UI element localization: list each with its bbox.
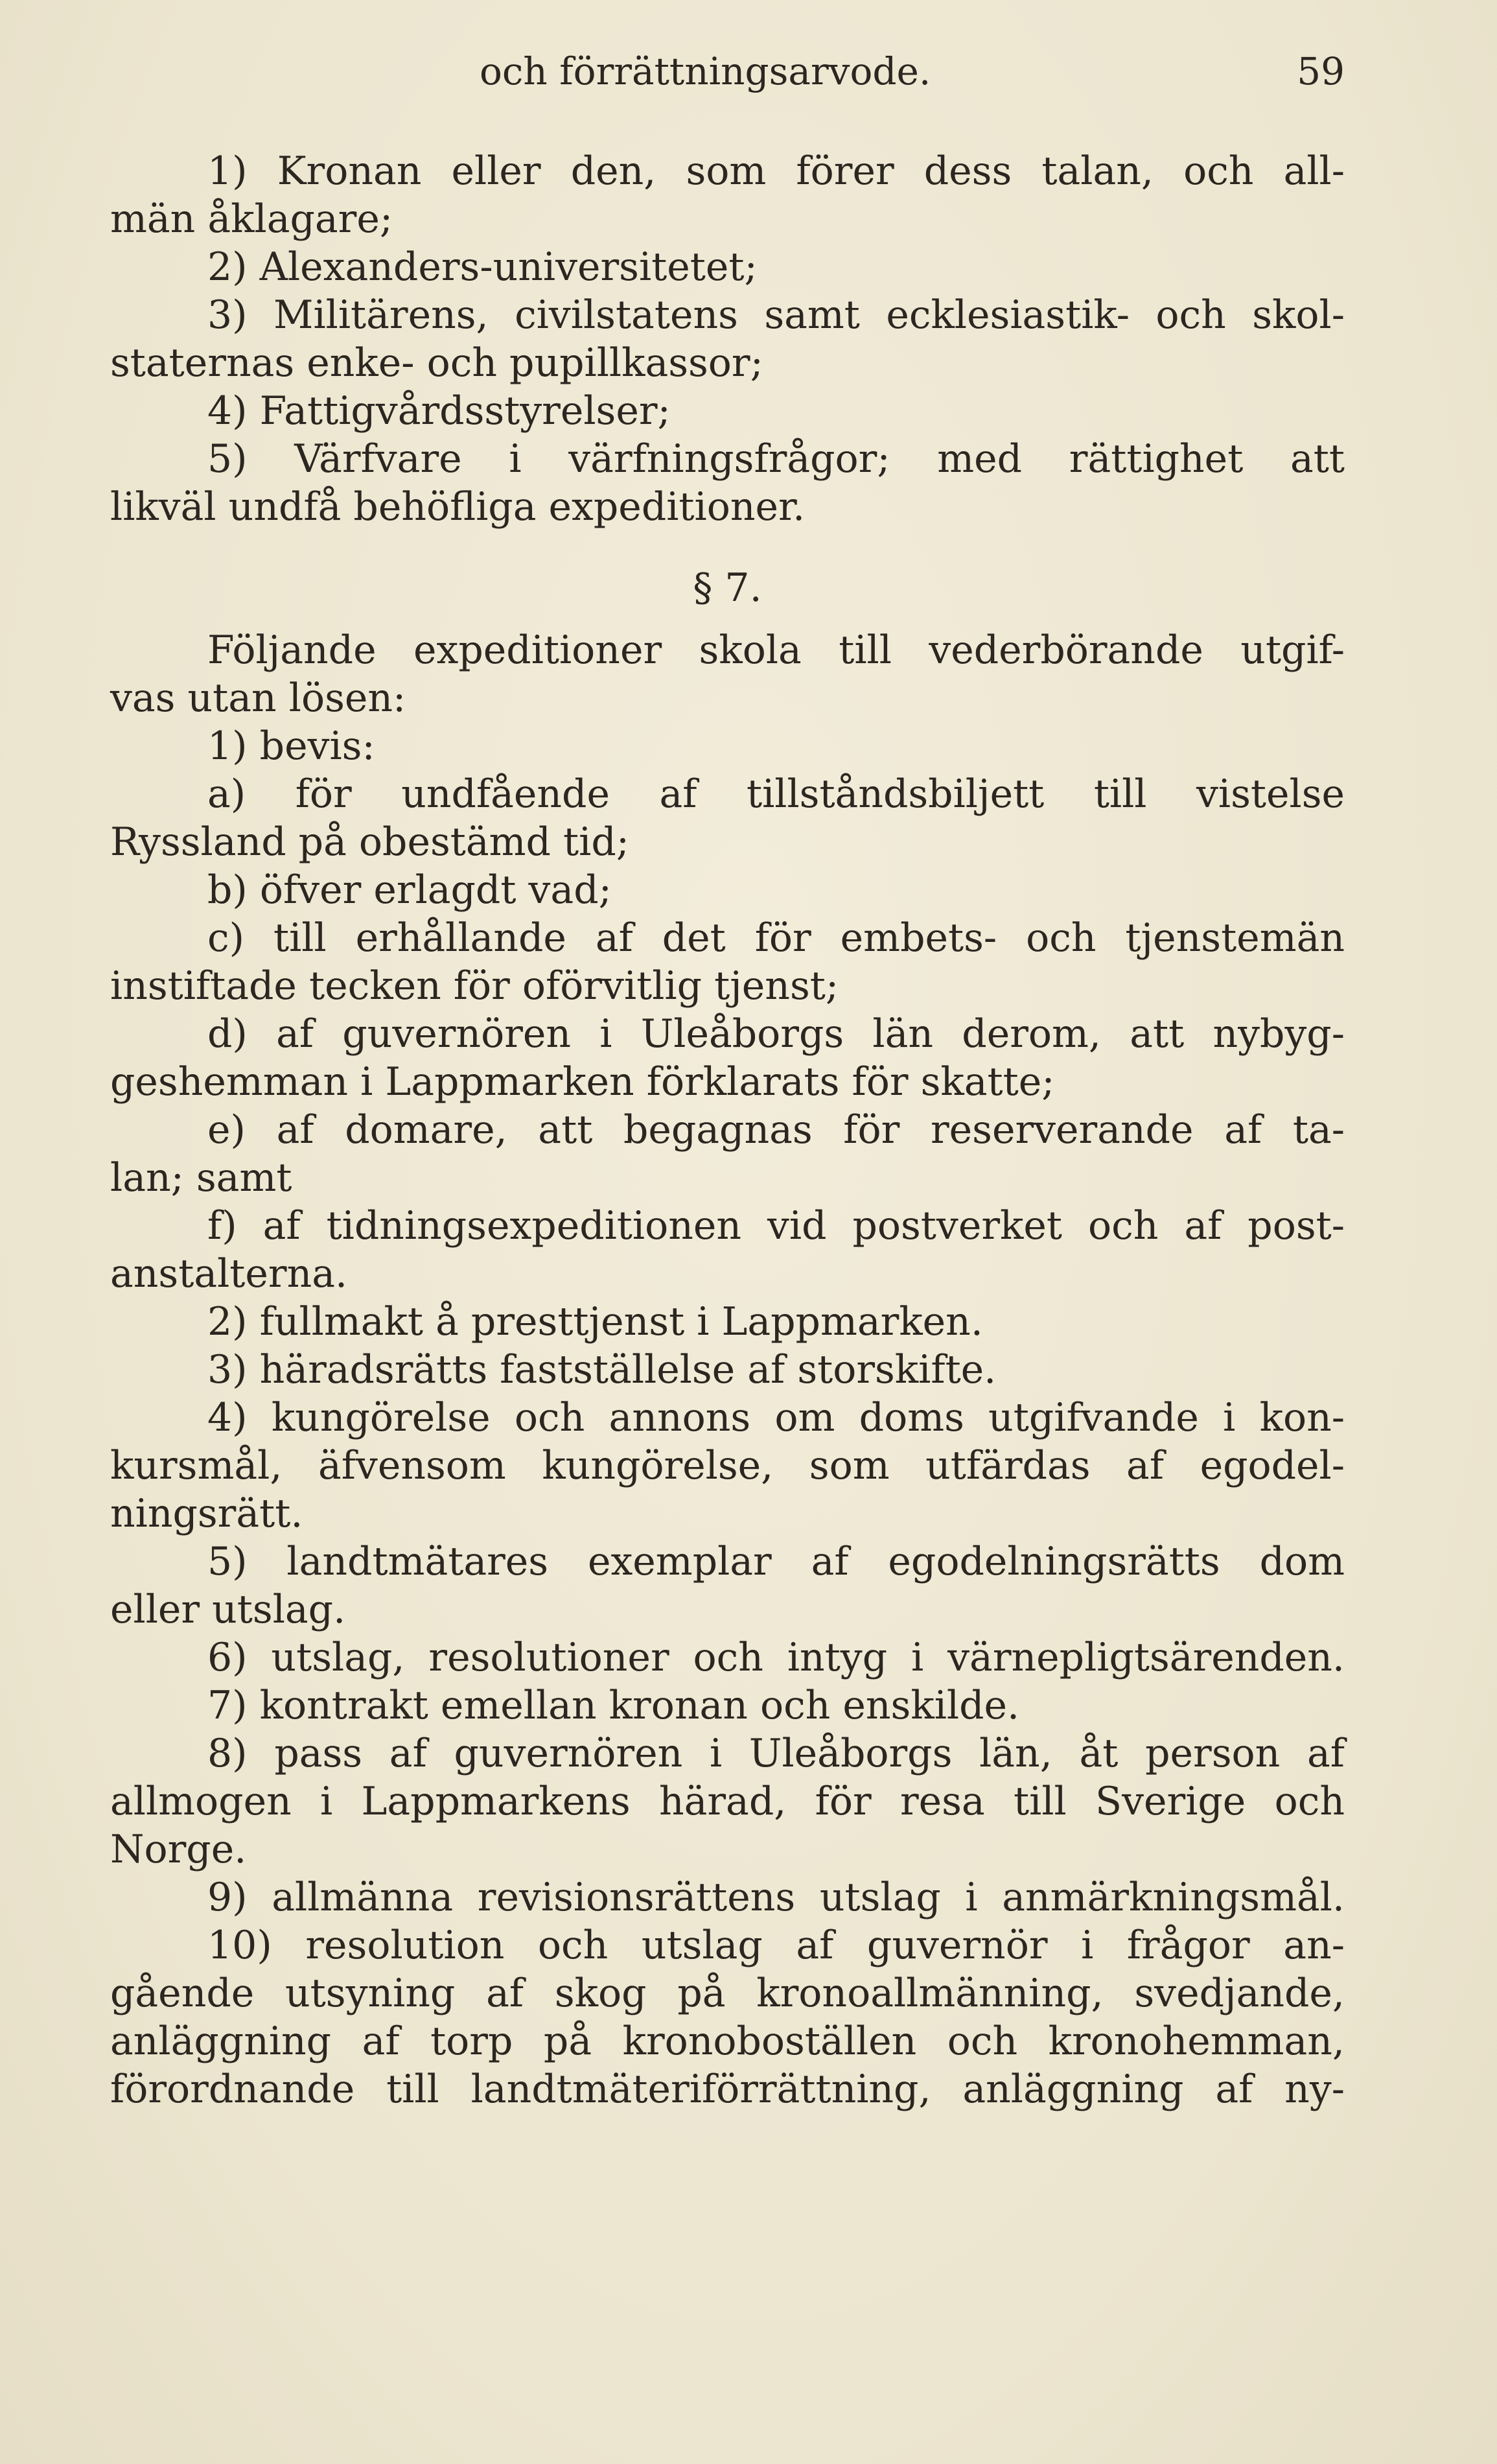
text-line: eller utslag.: [110, 1587, 346, 1632]
text-line: gående utsyning af skog på kronoallmänning, svedjande,: [110, 1971, 1345, 2016]
text-line: 10) resolution och utslag af guvernör i frågor an-: [207, 1923, 1345, 1968]
text-line: 5) Värfvare i värfningsfrågor; med rättighet att: [207, 436, 1345, 482]
text-line: anläggning af torp på kronoboställen och kronohemman,: [110, 2019, 1345, 2064]
text-line: a) för undfående af tillståndsbiljett till vistelse: [207, 771, 1345, 817]
text-line: 3) häradsrätts fastställelse af storskifte.: [207, 1347, 997, 1392]
text-line: e) af domare, att begagnas för reserverande af ta-: [207, 1107, 1345, 1153]
text-line: d) af guvernören i Uleåborgs län derom, att nybyg-: [207, 1011, 1345, 1057]
text-line: b) öfver erlagdt vad;: [207, 867, 612, 913]
text-line: Norge.: [110, 1827, 247, 1872]
text-line: anstalterna.: [110, 1251, 348, 1297]
page-header: [110, 45, 1345, 97]
text-line: staternas enke- och pupillkassor;: [110, 340, 763, 386]
text-line: Följande expeditioner skola till vederbörande utgif-: [207, 628, 1345, 673]
section-heading: § 7.: [693, 565, 762, 611]
text-line: 3) Militärens, civilstatens samt ecklesiastik- och skol-: [207, 292, 1345, 338]
text-line: allmogen i Lappmarkens härad, för resa till Sverige och: [110, 1779, 1345, 1824]
text-line: lan; samt: [110, 1155, 292, 1201]
text-line: 6) utslag, resolutioner och intyg i värnepligtsärenden.: [207, 1635, 1345, 1680]
text-line: ningsrätt.: [110, 1491, 303, 1536]
running-title: och förrättningsarvode.: [480, 49, 931, 93]
text-line: geshemman i Lappmarken förklarats för skatte;: [110, 1059, 1055, 1105]
text-line: instiftade tecken för oförvitlig tjenst;: [110, 963, 839, 1009]
text-line: 9) allmänna revisionsrättens utslag i anmärkningsmål.: [207, 1875, 1345, 1920]
text-line: likväl undfå behöfliga expeditioner.: [110, 484, 806, 530]
text-line: Ryssland på obestämd tid;: [110, 819, 629, 865]
text-line: 2) Alexanders-universitetet;: [207, 244, 758, 290]
text-line: 5) landtmätares exemplar af egodelningsrätts dom: [207, 1539, 1345, 1584]
text-line: män åklagare;: [110, 196, 393, 242]
text-line: 1) bevis:: [207, 723, 375, 769]
text-line: 7) kontrakt emellan kronan och enskilde.: [207, 1683, 1020, 1728]
text-line: kursmål, äfvensom kungörelse, som utfärdas af egodel-: [110, 1443, 1345, 1488]
text-line: c) till erhållande af det för embets- och tjenstemän: [207, 915, 1345, 961]
text-line: 4) kungörelse och annons om doms utgifvande i kon-: [207, 1395, 1345, 1440]
text-line: 8) pass af guvernören i Uleåborgs län, åt person af: [207, 1731, 1345, 1776]
text-line: 4) Fattigvårdsstyrelser;: [207, 388, 671, 434]
text-line: förordnande till landtmäteriförrättning, anläggning af ny-: [110, 2067, 1345, 2112]
page-number: 59: [1297, 49, 1345, 93]
text-line: vas utan lösen:: [110, 675, 406, 721]
text-line: f) af tidningsexpeditionen vid postverket och af post-: [207, 1203, 1345, 1249]
text-line: 2) fullmakt å presttjenst i Lappmarken.: [207, 1299, 983, 1344]
text-line: 1) Kronan eller den, som förer dess talan, och all-: [207, 148, 1345, 194]
